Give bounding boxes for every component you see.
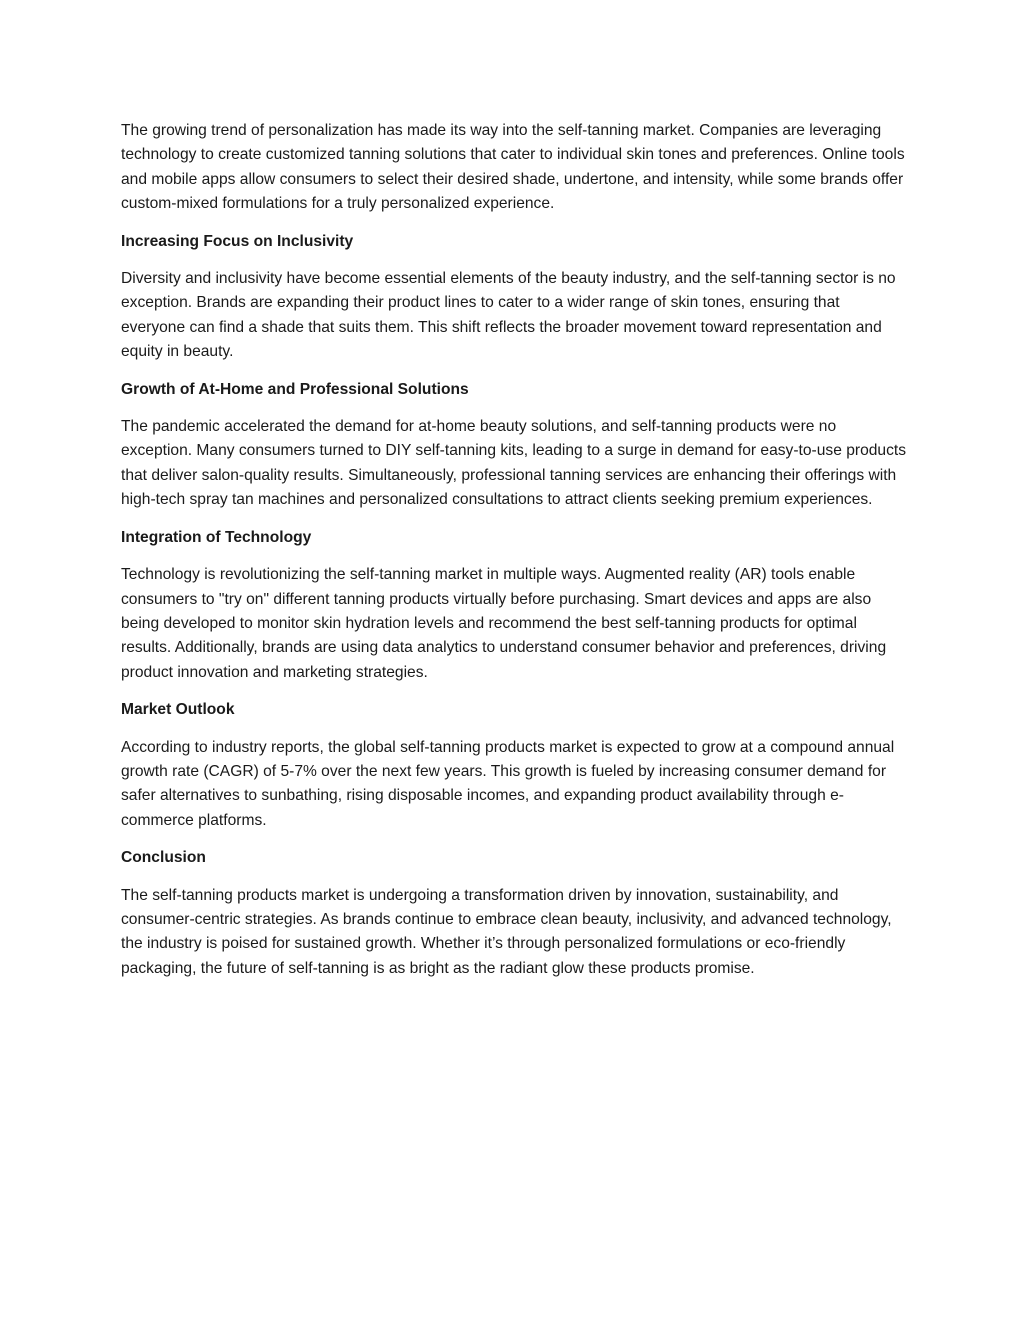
paragraph-technology: Technology is revolutionizing the self-tanning market in multiple ways. Augmented reality (AR) tools enable consumers to "try on" different tanning products virtually before purchasing. Smart devices and apps are also being developed to monitor skin hydration levels and recommend the best self-tanning products for optimal results. Additionally, brands are using data analytics to understand consumer behavior and preferences, driving product innovation and marketing strategies. (121, 566, 887, 681)
heading-market-outlook: Market Outlook (121, 701, 235, 719)
heading-conclusion: Conclusion (121, 849, 206, 867)
heading-technology: Integration of Technology (121, 528, 312, 546)
heading-inclusivity: Increasing Focus on Inclusivity (121, 232, 354, 250)
document-page (121, 119, 907, 994)
paragraph-inclusivity: Diversity and inclusivity have become essential elements of the beauty industry, and the self-tanning sector is no exception. Brands are expanding their product lines to cater to a wider range of skin tones, ensuring that everyone can find a shade that suits them. This shift reflects the broader movement toward representation and equity in beauty. (121, 270, 896, 361)
heading-at-home-professional: Growth of At-Home and Professional Solutions (121, 380, 469, 398)
paragraph-conclusion: The self-tanning products market is undergoing a transformation driven by innovation, sustainability, and consumer-centric strategies. As brands continue to embrace clean beauty, inclusivity, and advanced technology, the industry is poised for sustained growth. Whether it’s through personalized formulations or eco-friendly packaging, the future of self-tanning is as bright as the radiant glow these products promise. (121, 886, 892, 977)
paragraph-at-home-professional: The pandemic accelerated the demand for at-home beauty solutions, and self-tanning products were no exception. Many consumers turned to DIY self-tanning kits, leading to a surge in demand for easy-to-use products that deliver salon-quality results. Simultaneously, professional tanning services are enhancing their offerings with high-tech spray tan machines and personalized consultations to attract clients seeking premium experiences. (121, 418, 907, 509)
paragraph-personalization: The growing trend of personalization has made its way into the self-tanning market. Companies are leveraging technology to create customized tanning solutions that cater to individual skin tones and preferences. Online tools and mobile apps allow consumers to select their desired shade, undertone, and intensity, while some brands offer custom-mixed formulations for a truly personalized experience. (121, 122, 905, 213)
paragraph-market-outlook: According to industry reports, the global self-tanning products market is expected to grow at a compound annual growth rate (CAGR) of 5-7% over the next few years. This growth is fueled by increasing consumer demand for safer alternatives to sunbathing, rising disposable incomes, and expanding product availability through e-commerce platforms. (121, 738, 895, 829)
